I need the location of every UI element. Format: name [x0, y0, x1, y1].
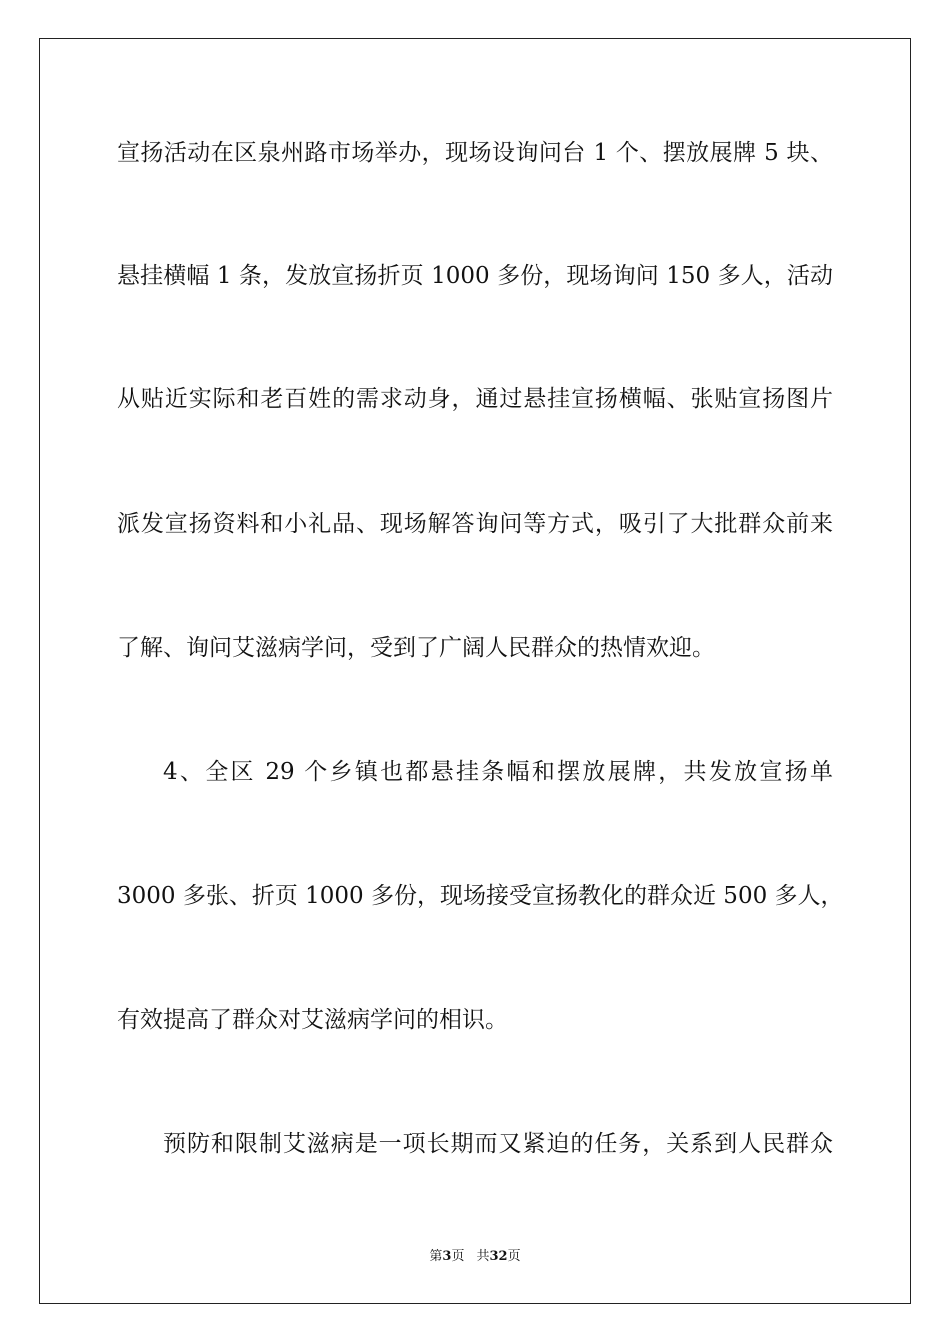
body-text-line-9: 预防和限制艾滋病是一项长期而又紧迫的任务，关系到人民群众: [163, 1131, 833, 1157]
body-text-line-7: 3000 多张、折页 1000 多份，现场接受宣扬教化的群众近 500 多人，: [117, 883, 844, 909]
page-border: [39, 38, 911, 1304]
body-text-line-3: 从贴近实际和老百姓的需求动身，通过悬挂宣扬横幅、张贴宣扬图片: [117, 386, 833, 412]
body-text-line-5: 了解、询问艾滋病学问，受到了广阔人民群众的热情欢迎。: [117, 635, 715, 661]
body-text-line-1: 宣扬活动在区泉州路市场举办，现场设询问台 1 个、摆放展牌 5 块、: [117, 140, 833, 166]
footer-page-number: 3: [442, 1249, 452, 1264]
body-text-line-8: 有效提高了群众对艾滋病学问的相识。: [117, 1007, 508, 1033]
footer-total-prefix: 共: [476, 1249, 490, 1264]
footer-total-suffix: 页: [507, 1249, 521, 1264]
footer-total-pages: 32: [489, 1249, 508, 1264]
footer-page-suffix: 页: [451, 1249, 465, 1264]
page-footer: [0, 1249, 950, 1265]
body-text-line-2: 悬挂横幅 1 条，发放宣扬折页 1000 多份，现场询问 150 多人，活动: [117, 263, 833, 289]
body-text-line-6: 4、全区 29 个乡镇也都悬挂条幅和摆放展牌，共发放宣扬单: [163, 759, 833, 785]
footer-page-prefix: 第: [429, 1249, 443, 1264]
body-text-line-4: 派发宣扬资料和小礼品、现场解答询问等方式，吸引了大批群众前来: [117, 511, 833, 537]
